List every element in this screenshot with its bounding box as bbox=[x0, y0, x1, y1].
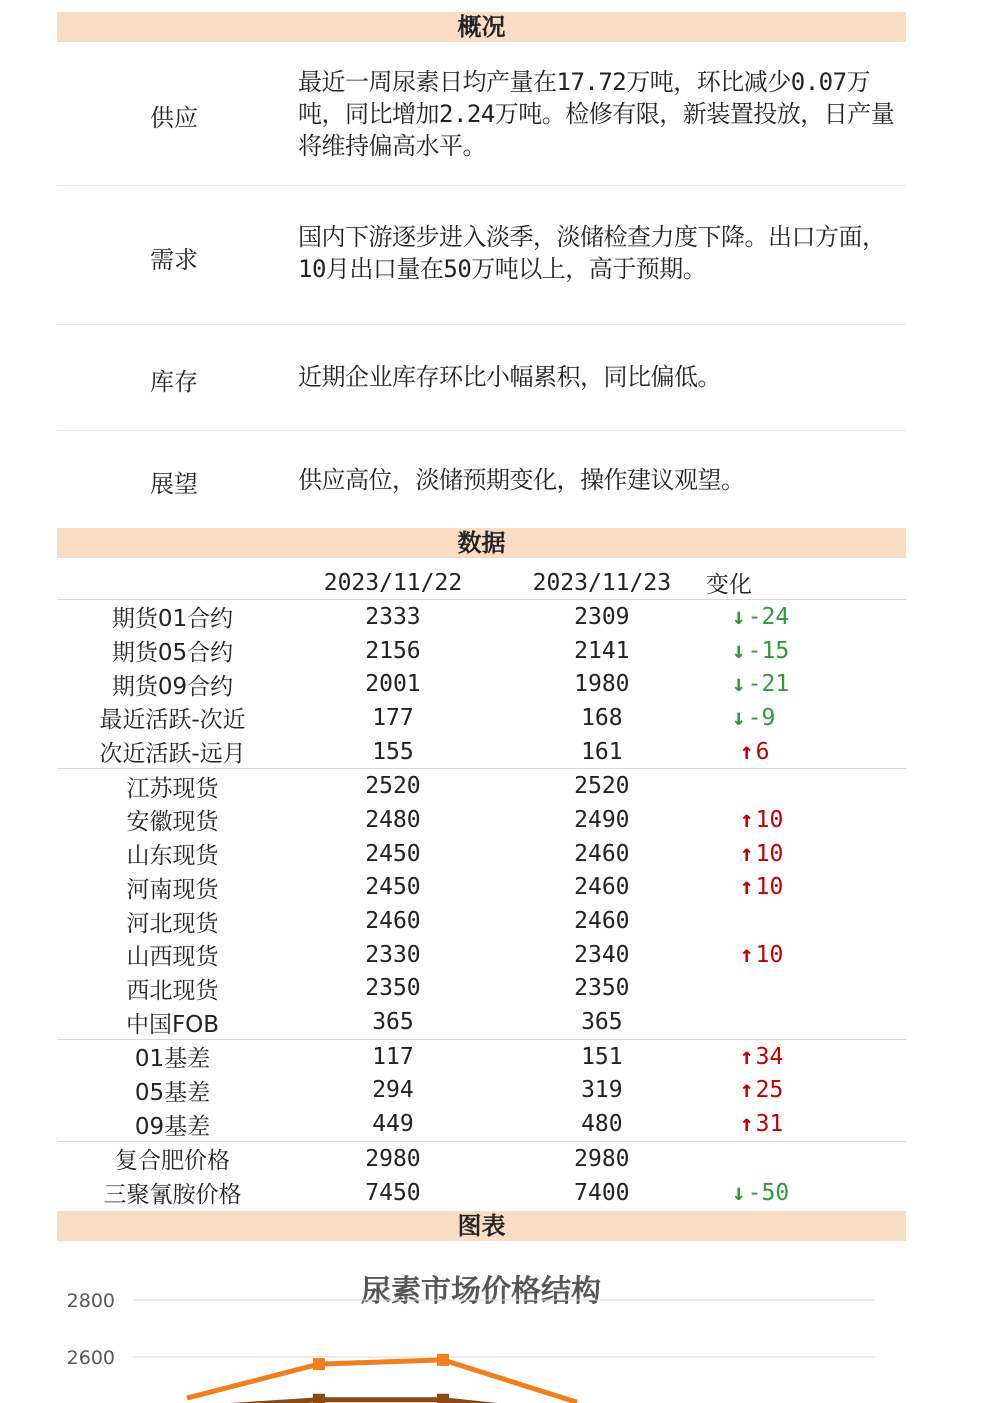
table-row bbox=[57, 769, 906, 803]
row-change bbox=[706, 1039, 906, 1073]
row-value-date1: 294 bbox=[372, 1077, 414, 1104]
overview-text: 供应高位，淡储预期变化，操作建议观望。 bbox=[298, 466, 745, 494]
table-row bbox=[57, 972, 906, 1006]
row-name: 安徽现货 bbox=[126, 809, 219, 836]
change-number: 25 bbox=[755, 1077, 784, 1104]
change-value bbox=[740, 942, 784, 968]
change-value bbox=[740, 739, 770, 765]
change-number: -15 bbox=[747, 637, 790, 664]
row-value-date1: 2330 bbox=[365, 941, 421, 968]
table-row bbox=[57, 1107, 906, 1141]
table-row bbox=[57, 701, 906, 735]
table-row bbox=[57, 1142, 906, 1176]
row-value-date1: 2480 bbox=[365, 806, 421, 833]
arrow-up-icon: ↑ bbox=[739, 1077, 754, 1104]
data-header bbox=[57, 528, 906, 558]
chart-title: 尿素市场价格结构 bbox=[361, 1274, 601, 1309]
table-row bbox=[57, 938, 906, 972]
overview-label: 展望 bbox=[150, 470, 198, 498]
overview-label: 库存 bbox=[150, 368, 198, 396]
series-marker bbox=[437, 1354, 449, 1366]
row-value-date2: 2460 bbox=[574, 908, 630, 935]
change-value bbox=[732, 671, 789, 697]
row-value-date2: 365 bbox=[581, 1009, 623, 1036]
row-value-date1: 2460 bbox=[365, 908, 421, 935]
table-row bbox=[57, 1176, 906, 1210]
arrow-up-icon: ↑ bbox=[739, 840, 754, 867]
arrow-down-icon: ↓ bbox=[731, 603, 746, 630]
change-number: 10 bbox=[755, 840, 784, 867]
row-change bbox=[706, 1142, 906, 1176]
data-title: 数据 bbox=[457, 529, 506, 557]
row-name: 中国FOB bbox=[125, 1011, 220, 1038]
row-value-date1: 2980 bbox=[288, 1142, 498, 1176]
arrow-up-icon: ↑ bbox=[739, 874, 754, 901]
change-number: 10 bbox=[755, 806, 784, 833]
table-body bbox=[57, 600, 906, 1210]
chart-header bbox=[57, 1211, 906, 1241]
overview-title: 概况 bbox=[457, 13, 506, 41]
change-value bbox=[732, 1180, 789, 1206]
arrow-up-icon: ↑ bbox=[739, 1111, 754, 1138]
table-row bbox=[57, 871, 906, 905]
row-value-date1: 2156 bbox=[365, 637, 421, 664]
change-value bbox=[732, 705, 776, 731]
y-axis-ticks bbox=[67, 1290, 115, 1369]
row-value-date1: 2450 bbox=[365, 874, 421, 901]
change-value bbox=[740, 1111, 784, 1137]
overview-text: 近期企业库存环比小幅累积，同比偏低。 bbox=[298, 363, 721, 391]
chart-section-title: 图表 bbox=[457, 1212, 506, 1240]
row-value-date2: 2460 bbox=[574, 874, 630, 901]
table-row bbox=[57, 1039, 906, 1073]
table-row bbox=[57, 904, 906, 938]
row-change bbox=[706, 667, 906, 701]
row-value-date2: 2141 bbox=[574, 637, 630, 664]
row-change bbox=[706, 1107, 906, 1141]
row-value-date2: 151 bbox=[498, 1039, 706, 1073]
arrow-down-icon: ↓ bbox=[731, 637, 746, 664]
row-name: 江苏现货 bbox=[57, 769, 288, 803]
row-change bbox=[706, 1005, 906, 1039]
row-value-date1: 2450 bbox=[365, 840, 421, 867]
row-name: 河北现货 bbox=[126, 910, 219, 937]
row-value-date2: 480 bbox=[581, 1111, 623, 1138]
change-number: 10 bbox=[755, 941, 784, 968]
row-value-date1: 2001 bbox=[365, 671, 421, 698]
row-value-date1: 2333 bbox=[365, 603, 421, 630]
row-value-date1: 155 bbox=[372, 738, 414, 765]
arrow-up-icon: ↑ bbox=[739, 1043, 754, 1070]
header-name bbox=[57, 566, 288, 600]
row-name: 河南现货 bbox=[126, 876, 219, 903]
row-value-date2: 161 bbox=[581, 738, 623, 765]
series-line bbox=[187, 1360, 577, 1402]
row-value-date2: 2460 bbox=[574, 840, 630, 867]
overview-row-supply bbox=[57, 42, 906, 186]
row-name: 期货09合约 bbox=[111, 673, 234, 700]
table-row bbox=[57, 1074, 906, 1108]
row-name: 山东现货 bbox=[126, 843, 219, 870]
series-marker bbox=[313, 1394, 325, 1403]
row-change bbox=[706, 634, 906, 668]
row-change bbox=[706, 769, 906, 803]
row-value-date2: 2309 bbox=[574, 603, 630, 630]
change-number: 6 bbox=[755, 738, 770, 765]
row-value-date1: 7450 bbox=[365, 1179, 421, 1206]
table-header-row bbox=[57, 566, 906, 600]
header-date2: 2023/11/23 bbox=[498, 566, 706, 600]
y-tick-label: 2600 bbox=[66, 1347, 115, 1369]
row-name: 09基差 bbox=[134, 1113, 211, 1140]
table-row bbox=[57, 634, 906, 668]
row-value-date2: 2980 bbox=[498, 1142, 706, 1176]
change-value bbox=[740, 807, 784, 833]
row-value-date1: 365 bbox=[372, 1009, 414, 1036]
arrow-down-icon: ↓ bbox=[731, 704, 746, 731]
row-change bbox=[706, 837, 906, 871]
row-value-date1: 177 bbox=[372, 704, 414, 731]
row-name: 05基差 bbox=[134, 1079, 211, 1106]
row-change bbox=[706, 1176, 906, 1210]
row-value-date1: 117 bbox=[288, 1039, 498, 1073]
row-change bbox=[706, 600, 906, 634]
table-row bbox=[57, 600, 906, 634]
row-change bbox=[706, 972, 906, 1006]
header-date1: 2023/11/22 bbox=[288, 566, 498, 600]
chart-series bbox=[187, 1354, 577, 1403]
row-value-date1: 2350 bbox=[365, 975, 421, 1002]
change-number: 31 bbox=[755, 1111, 784, 1138]
row-name: 西北现货 bbox=[126, 977, 219, 1004]
arrow-down-icon: ↓ bbox=[731, 671, 746, 698]
table-row bbox=[57, 667, 906, 701]
arrow-up-icon: ↑ bbox=[739, 738, 754, 765]
overview-label: 需求 bbox=[150, 246, 198, 274]
row-change bbox=[706, 938, 906, 972]
price-structure-chart bbox=[57, 1243, 906, 1403]
change-value bbox=[740, 874, 784, 900]
row-value-date2: 2350 bbox=[574, 975, 630, 1002]
change-number: -24 bbox=[747, 603, 790, 630]
overview-row-inventory bbox=[57, 324, 906, 431]
change-value bbox=[740, 1077, 784, 1103]
row-change bbox=[706, 871, 906, 905]
table-row bbox=[57, 735, 906, 769]
overview-label: 供应 bbox=[150, 104, 198, 132]
y-tick-label: 2800 bbox=[66, 1290, 115, 1312]
table-row bbox=[57, 1005, 906, 1039]
row-name: 复合肥价格 bbox=[57, 1142, 288, 1176]
overview-header bbox=[57, 12, 906, 42]
row-change bbox=[706, 701, 906, 735]
row-name: 山西现货 bbox=[126, 944, 219, 971]
series-marker bbox=[313, 1358, 325, 1370]
series-marker bbox=[437, 1394, 449, 1403]
overview-text: 国内下游逐步进入淡季，淡储检查力度下降。出口方面，10月出口量在50万吨以上，高于预期。 bbox=[298, 223, 886, 283]
row-change bbox=[706, 735, 906, 769]
row-name: 三聚氰胺价格 bbox=[103, 1182, 242, 1209]
overview-row-demand bbox=[57, 185, 906, 325]
row-value-date2: 1980 bbox=[574, 671, 630, 698]
row-value-date2: 2340 bbox=[574, 941, 630, 968]
change-number: -50 bbox=[747, 1179, 790, 1206]
row-value-date2: 168 bbox=[581, 704, 623, 731]
row-value-date2: 7400 bbox=[574, 1179, 630, 1206]
row-change bbox=[706, 803, 906, 837]
price-table bbox=[57, 566, 906, 1209]
change-number: -9 bbox=[747, 704, 776, 731]
row-name: 次近活跃-远月 bbox=[99, 741, 246, 768]
change-number: -21 bbox=[747, 671, 790, 698]
arrow-up-icon: ↑ bbox=[739, 806, 754, 833]
table-row bbox=[57, 837, 906, 871]
row-name: 最近活跃-次近 bbox=[99, 707, 246, 734]
header-change: 变化 bbox=[706, 566, 906, 600]
table-row bbox=[57, 803, 906, 837]
change-number: 10 bbox=[755, 874, 784, 901]
row-name: 01基差 bbox=[57, 1039, 288, 1073]
overview-text: 最近一周尿素日均产量在17.72万吨，环比减少0.07万吨，同比增加2.24万吨。检修有限，新装置投放，日产量将维持偏高水平。 bbox=[298, 68, 895, 160]
change-value bbox=[740, 841, 784, 867]
change-value bbox=[740, 1044, 784, 1070]
row-value-date2: 319 bbox=[581, 1077, 623, 1104]
row-change bbox=[706, 904, 906, 938]
row-name: 期货01合约 bbox=[111, 606, 234, 633]
arrow-down-icon: ↓ bbox=[731, 1179, 746, 1206]
overview-row-outlook bbox=[57, 430, 906, 526]
row-value-date2: 2520 bbox=[498, 769, 706, 803]
row-value-date1: 449 bbox=[372, 1111, 414, 1138]
change-value bbox=[732, 638, 789, 664]
row-value-date1: 2520 bbox=[288, 769, 498, 803]
row-value-date2: 2490 bbox=[574, 806, 630, 833]
arrow-up-icon: ↑ bbox=[739, 941, 754, 968]
change-number: 34 bbox=[755, 1043, 784, 1070]
row-name: 期货05合约 bbox=[111, 640, 234, 667]
row-change bbox=[706, 1074, 906, 1108]
change-value bbox=[732, 604, 789, 630]
